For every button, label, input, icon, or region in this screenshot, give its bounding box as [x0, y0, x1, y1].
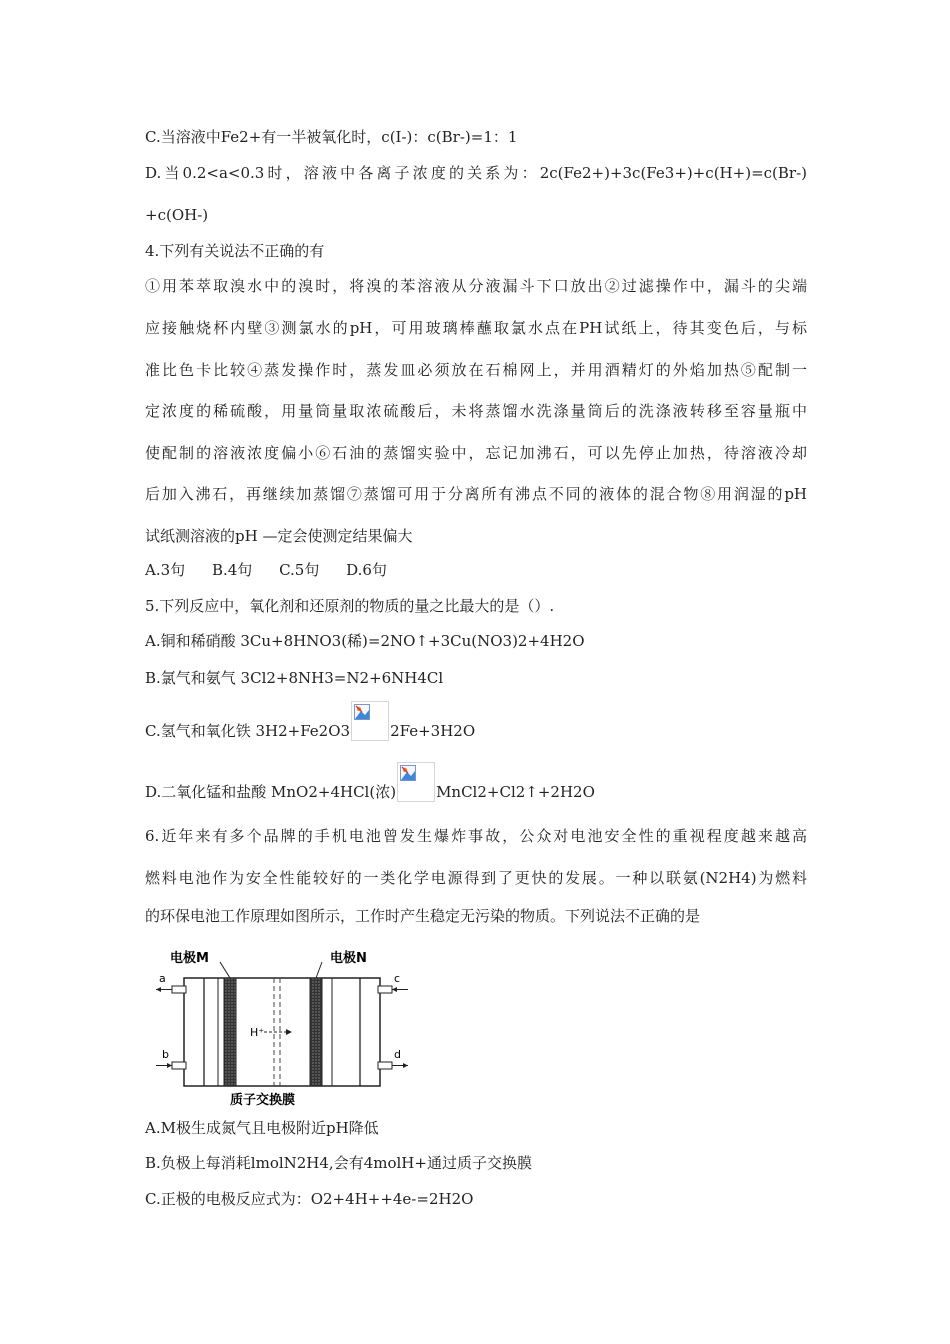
question-4-body-line1: ①用苯萃取溴水中的溴时，将溴的苯溶液从分液漏斗下口放出②过滤操作中，漏斗的尖端: [145, 277, 807, 295]
question-4-option-c: C.5句: [279, 561, 320, 579]
port-b-pipe: [172, 1062, 186, 1069]
broken-image-icon: [397, 762, 435, 802]
electrode-n-label: 电极N: [330, 951, 367, 966]
port-b-label: b: [162, 1048, 169, 1061]
question-4-option-a: A.3句: [145, 561, 186, 579]
question-5-option-d-right: MnCl2+Cl2↑+2H2O: [436, 783, 595, 801]
proton-arrow-icon: [286, 1029, 292, 1035]
question-6-option-b: B.负极上每消耗lmolN2H4,会有4molH+通过质子交换膜: [145, 1154, 532, 1172]
port-c-label: c: [394, 972, 401, 985]
port-c-pipe: [378, 986, 392, 993]
question-4-body-line2: 应接触烧杯内壁③测氯水的pH，可用玻璃棒蘸取氯水点在PH试纸上，待其变色后，与标: [145, 319, 807, 337]
question-6-option-a: A.M极生成氮气且电极附近pH降低: [145, 1119, 379, 1137]
port-d-pipe: [378, 1062, 392, 1069]
port-b-arrow-icon: [167, 1063, 172, 1068]
question-6-body-line3: 的环保电池工作原理如图所示，工作时产生稳定无污染的物质。下列说法不正确的是: [145, 907, 701, 925]
question-4-title: 4.下列有关说法不正确的有: [145, 242, 325, 260]
question-4-option-d: D.6句: [346, 561, 387, 579]
question-6-body-line1: 6.近年来有多个品牌的手机电池曾发生爆炸事故，公众对电池安全性的重视程度越来越高: [145, 827, 807, 845]
option-d-previous-line2: +c(OH-): [145, 206, 209, 224]
port-a-pipe: [172, 986, 186, 993]
electrode-m-plate: [224, 978, 236, 1086]
port-a-label: a: [159, 972, 166, 985]
proton-label: H⁺: [250, 1026, 265, 1039]
option-d-previous-line1: D.当0.2<a<0.3时，溶液中各离子浓度的关系为：2c(Fe2+)+3c(Fe3+)+c(H+)=c(Br-): [145, 164, 807, 182]
option-c-previous: C.当溶液中Fe2+有一半被氧化时，c(I-)：c(Br-)=1：1: [145, 128, 518, 146]
question-5-option-b: B.氯气和氨气 3Cl2+8NH3=N2+6NH4Cl: [145, 669, 444, 687]
fuel-cell-diagram: [150, 948, 412, 1110]
question-4-body-line4: 定浓度的稀硫酸，用量筒量取浓硫酸后，未将蒸馏水洗涤量筒后的洗涤液转移至容量瓶中: [145, 402, 807, 420]
electrode-m-label: 电极M: [170, 951, 209, 966]
question-4-body-line7: 试纸测溶液的pH —定会使测定结果偏大: [145, 527, 413, 545]
question-5-option-c-right: 2Fe+3H2O: [390, 722, 476, 740]
question-6-body-line2: 燃料电池作为安全性能较好的一类化学电源得到了更快的发展。一种以联氨(N2H4)为燃料: [145, 869, 807, 887]
port-c-arrow-icon: [392, 987, 397, 992]
question-4-options: [145, 560, 409, 580]
electrode-n-plate: [310, 978, 322, 1086]
question-4-body-line3: 准比色卡比较④蒸发操作时，蒸发皿必须放在石棉网上，并用酒精灯的外焰加热⑤配制一: [145, 361, 807, 379]
question-4-body-line5: 使配制的溶液浓度偏小⑥石油的蒸馏实验中，忘记加沸石，可以先停止加热，待溶液冷却: [145, 444, 807, 462]
question-4-body-line6: 后加入沸石，再继续加蒸馏⑦蒸馏可用于分离所有沸点不同的液体的混合物⑧用润湿的pH: [145, 485, 807, 503]
membrane-label: 质子交换膜: [230, 1093, 296, 1108]
question-5-option-d-left: D.二氧化锰和盐酸 MnO2+4HCl(浓): [145, 783, 397, 801]
question-4-option-b: B.4句: [211, 561, 253, 579]
question-5-title: 5.下列反应中，氧化剂和还原剂的物质的量之比最大的是（）.: [145, 597, 555, 615]
question-5-option-c-left: C.氢气和氧化铁 3H2+Fe2O3: [145, 722, 351, 740]
port-d-arrow-icon: [403, 1063, 408, 1068]
question-5-option-c: [145, 701, 475, 741]
question-5-option-a: A.铜和稀硝酸 3Cu+8HNO3(稀)=2NO↑+3Cu(NO3)2+4H2O: [145, 632, 585, 650]
question-5-option-d: [145, 762, 595, 802]
port-a-arrow-icon: [156, 987, 161, 992]
port-d-label: d: [394, 1048, 401, 1061]
broken-image-icon: [351, 701, 389, 741]
question-6-option-c: C.正极的电极反应式为：O2+4H++4e-=2H2O: [145, 1190, 474, 1208]
